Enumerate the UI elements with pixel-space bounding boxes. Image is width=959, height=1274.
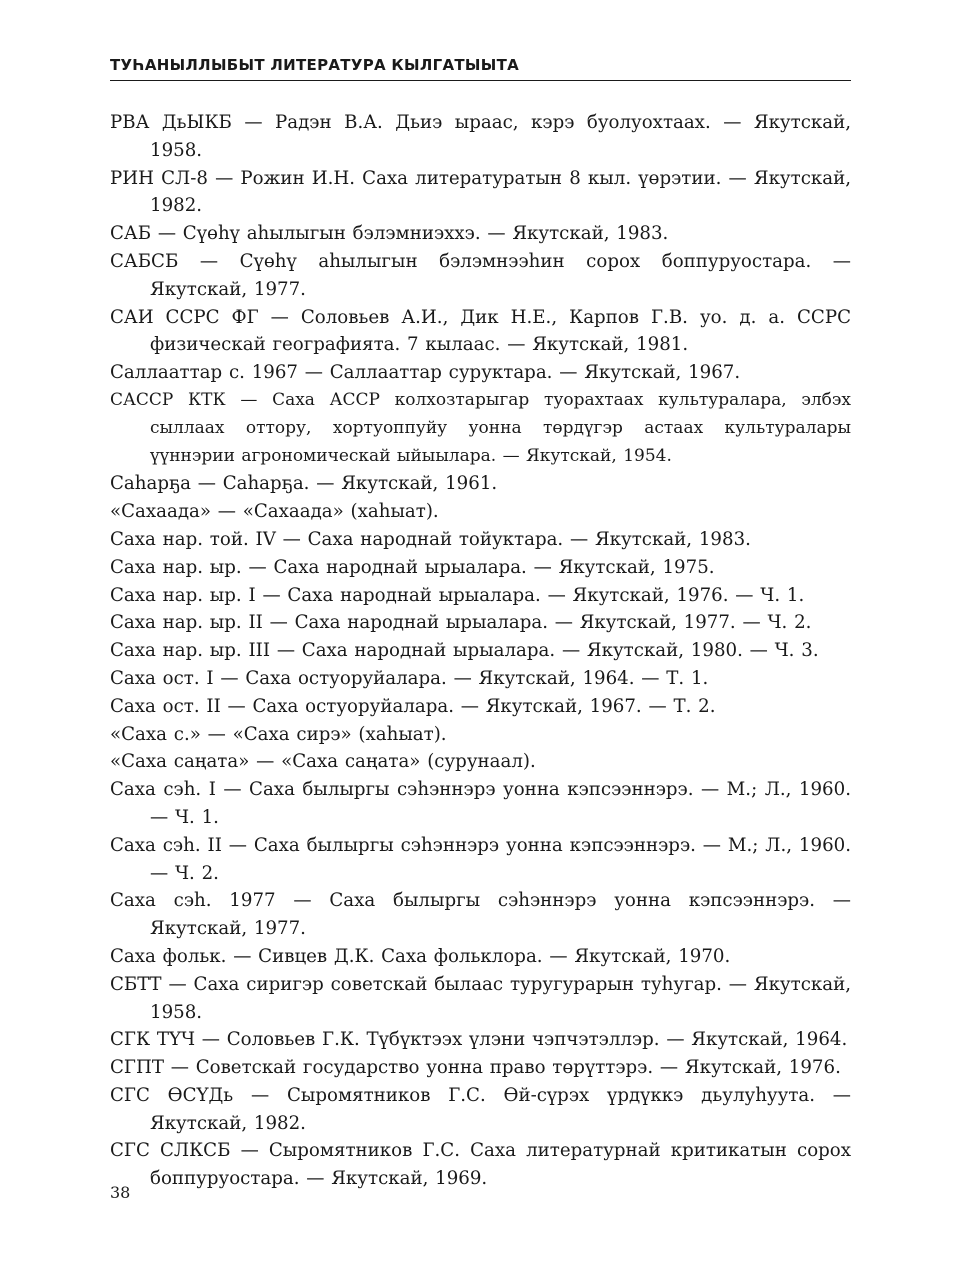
list-entry: РИН СЛ-8 — Рожин И.Н. Саха литературатын 8 кыл. үөрэтии. — Якутскай, 1982. <box>110 167 851 217</box>
list-entry: САССР КТК — Саха АССР колхозтарыгар туорахтаах культуралара, элбэх сыллаах оттору, хортуоппуйу уонна төрдүгэр астаах культуралары үүннэрии агрономическай ыйыылара. — Якутскай, 1954. <box>110 389 851 466</box>
list-entry: САБСБ — Сүөһү аһылыгын бэлэмнээһин сорох боппуруостара. — Якутскай, 1977. <box>110 250 851 300</box>
running-head: ТУҺАНЫЛЛЫБЫТ ЛИТЕРАТУРА КЫЛГАТЫЫТА <box>110 56 520 74</box>
list-entry: «Саха с.» — «Саха сирэ» (хаһыат). <box>110 723 447 745</box>
list-entry: Саха нар. той. IV — Саха народнай тойуктара. — Якутскай, 1983. <box>110 528 751 550</box>
list-entry: Саллааттар с. 1967 — Саллааттар суруктара. — Якутскай, 1967. <box>110 362 741 384</box>
list-entry: Саха нар. ыр. III — Саха народнай ырыалара. — Якутскай, 1980. — Ч. 3. <box>110 640 819 662</box>
list-entry: Саха ост. II — Саха остуоруйалара. — Якутскай, 1967. — Т. 2. <box>110 695 716 717</box>
list-entry: СГС ӨСҮДь — Сыромятников Г.С. Өй-сүрэх үрдүккэ дьулуһуута. — Якутскай, 1982. <box>110 1084 851 1134</box>
header-rule <box>110 80 851 81</box>
page-number: 38 <box>110 1183 131 1202</box>
list-entry: Саха сэһ. 1977 — Саха былыргы сэһэннэрэ уонна кэпсээннэрэ. — Якутскай, 1977. <box>110 890 851 940</box>
list-entry: СГК ТҮЧ — Соловьев Г.К. Түбүктээх үлэни чэпчэтэллэр. — Якутскай, 1964. <box>110 1029 848 1051</box>
list-entry: Саха сэһ. II — Саха былыргы сэһэннэрэ уонна кэпсээннэрэ. — М.; Л., 1960. — Ч. 2. <box>110 834 851 884</box>
list-entry: Саха нар. ыр. I — Саха народнай ырыалара. — Якутскай, 1976. — Ч. 1. <box>110 584 805 606</box>
list-entry: СГПТ — Советскай государство уонна право төрүттэрэ. — Якутскай, 1976. <box>110 1057 841 1079</box>
list-entry: Саха фольк. — Сивцев Д.К. Саха фольклора. — Якутскай, 1970. <box>110 945 731 967</box>
list-entry: СБТТ — Саха сиригэр советскай былаас туругурарын туһугар. — Якутскай, 1958. <box>110 973 851 1023</box>
list-entry: СГС СЛКСБ — Сыромятников Г.С. Саха литературнай критикатын сорох боппуруостара. — Якутскай, 1969. <box>110 1140 851 1190</box>
list-entry: САИ ССРС ФГ — Соловьев А.И., Дик Н.Е., Карпов Г.В. уо. д. а. ССРС физическай географията. 7 кылаас. — Якутскай, 1981. <box>110 306 851 356</box>
list-entry: Саһарҕа — Саһарҕа. — Якутскай, 1961. <box>110 473 498 495</box>
list-entry: «Саха саңата» — «Саха саңата» (сурунаал). <box>110 751 536 773</box>
list-entry: РВА ДьЫКБ — Радэн В.А. Дьиэ ыраас, кэрэ буолуохтаах. — Якутскай, 1958. <box>110 112 851 161</box>
list-entry: САБ — Сүөһү аһылыгын бэлэмниэххэ. — Якутскай, 1983. <box>110 223 669 245</box>
abbreviation-list <box>110 109 851 1193</box>
list-entry: Саха сэһ. I — Саха былыргы сэһэннэрэ уонна кэпсээннэрэ. — М.; Л., 1960. — Ч. 1. <box>110 779 851 828</box>
list-entry: «Сахаада» — «Сахаада» (хаһыат). <box>110 501 439 523</box>
list-entry: Саха нар. ыр. II — Саха народнай ырыалара. — Якутскай, 1977. — Ч. 2. <box>110 612 812 634</box>
list-entry: Саха нар. ыр. — Саха народнай ырыалара. — Якутскай, 1975. <box>110 556 715 578</box>
list-entry: Саха ост. I — Саха остуоруйалара. — Якутскай, 1964. — Т. 1. <box>110 667 709 689</box>
